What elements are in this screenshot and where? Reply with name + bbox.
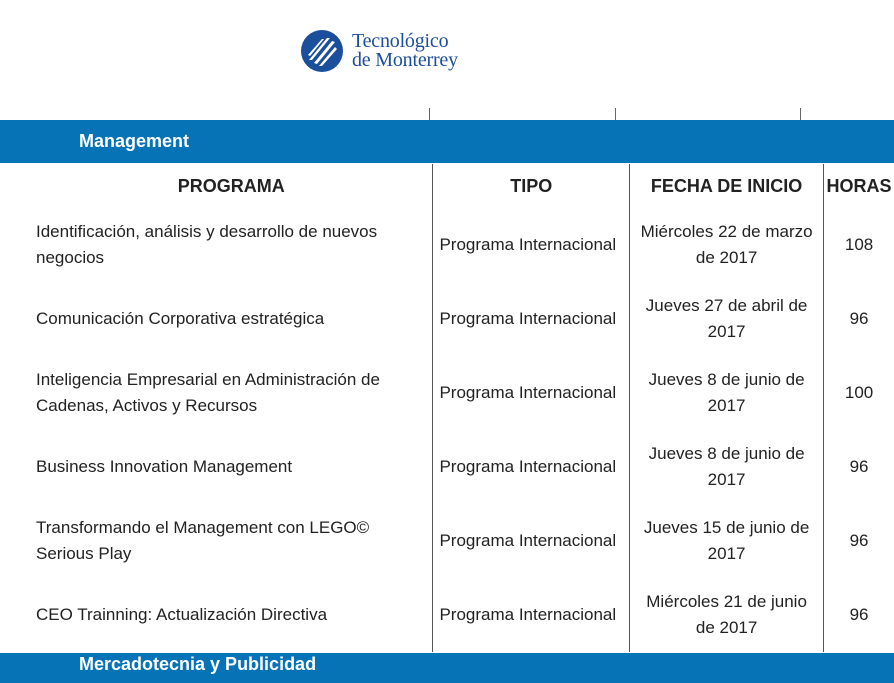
tec-monterrey-logo: [300, 26, 458, 76]
cell-horas: 96: [824, 282, 894, 356]
section-header-management: Management: [0, 120, 894, 163]
cell-horas: 96: [824, 504, 894, 578]
cell-fecha: Miércoles 22 de marzo de 2017: [630, 208, 824, 282]
cell-tipo: Programa Internacional: [433, 430, 630, 504]
cell-tipo: Programa Internacional: [433, 282, 630, 356]
table-row: [30, 430, 894, 504]
column-divider: [615, 108, 616, 120]
cell-horas: 96: [824, 578, 894, 652]
column-divider: [429, 108, 430, 120]
column-divider: [800, 108, 801, 120]
cell-tipo: Programa Internacional: [433, 504, 630, 578]
cell-programa: Comunicación Corporativa estratégica: [36, 309, 325, 328]
cell-tipo: Programa Internacional: [433, 356, 630, 430]
cell-programa: Transformando el Management con LEGO© Serious Play: [36, 518, 370, 563]
column-header-programa: PROGRAMA: [177, 175, 285, 196]
cell-programa: Inteligencia Empresarial en Administración de Cadenas, Activos y Recursos: [36, 370, 380, 415]
brand-line-2: de Monterrey: [352, 49, 458, 71]
cell-tipo: Programa Internacional: [433, 208, 630, 282]
cell-horas: 108: [824, 208, 894, 282]
column-header-tipo: TIPO: [433, 164, 630, 208]
table-row: [30, 578, 894, 652]
cell-tipo: Programa Internacional: [433, 578, 630, 652]
brand-line-1: Tecnológico: [352, 30, 449, 52]
section-header-mercadotecnia: Mercadotecnia y Publicidad: [0, 653, 894, 683]
brand-name: [352, 32, 458, 70]
cell-programa: Business Innovation Management: [36, 457, 293, 476]
column-header-fecha: FECHA DE INICIO: [630, 164, 824, 208]
table-row: [30, 208, 894, 282]
table-row: [30, 504, 894, 578]
tec-logo-icon: [300, 29, 344, 73]
cell-programa: Identificación, análisis y desarrollo de nuevos negocios: [36, 222, 378, 267]
cell-programa: CEO Trainning: Actualización Directiva: [36, 605, 328, 624]
table-row: [30, 282, 894, 356]
program-table: [30, 164, 894, 652]
cell-fecha: Jueves 8 de junio de 2017: [630, 356, 824, 430]
table-header-row: [30, 164, 894, 208]
cell-horas: 96: [824, 430, 894, 504]
cell-fecha: Jueves 15 de junio de 2017: [630, 504, 824, 578]
cell-fecha: Jueves 8 de junio de 2017: [630, 430, 824, 504]
cell-fecha: Jueves 27 de abril de 2017: [630, 282, 824, 356]
column-header-horas: HORAS: [824, 164, 894, 208]
table-row: [30, 356, 894, 430]
cell-horas: 100: [824, 356, 894, 430]
cell-fecha: Miércoles 21 de junio de 2017: [630, 578, 824, 652]
